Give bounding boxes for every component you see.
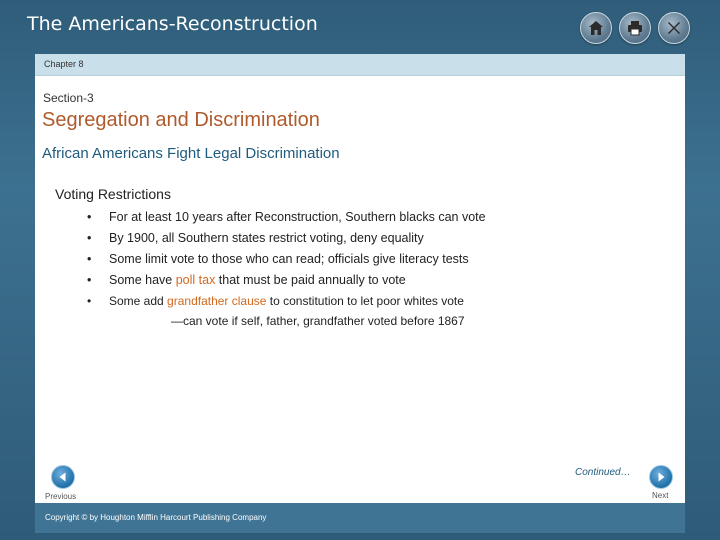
print-button[interactable]	[619, 12, 651, 44]
list-item	[87, 228, 486, 249]
sub-note: —can vote if self, father, grandfather voted before 1867	[171, 314, 465, 328]
home-icon	[587, 19, 605, 37]
poll-tax-term: poll tax	[175, 273, 216, 287]
bullet-icon: •	[87, 231, 92, 245]
chapter-bar	[35, 54, 685, 76]
list-item	[87, 291, 486, 312]
voting-restrictions-title: Voting Restrictions	[55, 186, 171, 202]
arrow-left-icon	[57, 471, 69, 483]
list-item	[87, 207, 486, 228]
print-icon	[626, 19, 644, 37]
bullet-text-pre: Some add	[109, 294, 168, 308]
bullet-icon: •	[87, 252, 92, 266]
footer	[35, 503, 685, 533]
next-button[interactable]	[649, 465, 673, 489]
bullet-text: Some limit vote to those who can read; officials give literacy tests	[109, 252, 469, 266]
bullet-icon: •	[87, 210, 92, 224]
bullet-text-post: to constitution to let poor whites vote	[266, 294, 464, 308]
bullet-icon: •	[87, 273, 92, 287]
bullet-list	[87, 207, 486, 312]
bullet-text: For at least 10 years after Reconstruction, Southern blacks can vote	[109, 210, 486, 224]
bullet-text-pre: Some have	[109, 273, 176, 287]
next-label[interactable]: Next	[652, 491, 669, 500]
app-title: The Americans-Reconstruction	[27, 13, 318, 35]
previous-label[interactable]: Previous	[45, 492, 77, 501]
bullet-icon: •	[87, 294, 92, 308]
home-button[interactable]	[580, 12, 612, 44]
continued-label: Continued…	[575, 467, 631, 478]
bullet-text-post: that must be paid annually to vote	[215, 273, 406, 287]
section-label: Section-3	[43, 91, 94, 105]
close-button[interactable]	[658, 12, 690, 44]
subheading: African Americans Fight Legal Discrimination	[42, 145, 340, 162]
top-toolbar	[580, 12, 690, 44]
arrow-right-icon	[655, 471, 667, 483]
page-title: Segregation and Discrimination	[42, 109, 320, 131]
bullet-text: By 1900, all Southern states restrict voting, deny equality	[109, 231, 424, 245]
list-item	[87, 270, 486, 291]
grandfather-clause-term: grandfather clause	[167, 294, 267, 308]
copyright-text: Copyright © by Houghton Mifflin Harcourt Publishing Company	[45, 513, 267, 522]
content-panel	[35, 54, 685, 533]
chapter-label: Chapter 8	[44, 59, 84, 69]
list-item	[87, 249, 486, 270]
previous-button[interactable]	[51, 465, 75, 489]
close-icon	[665, 19, 683, 37]
